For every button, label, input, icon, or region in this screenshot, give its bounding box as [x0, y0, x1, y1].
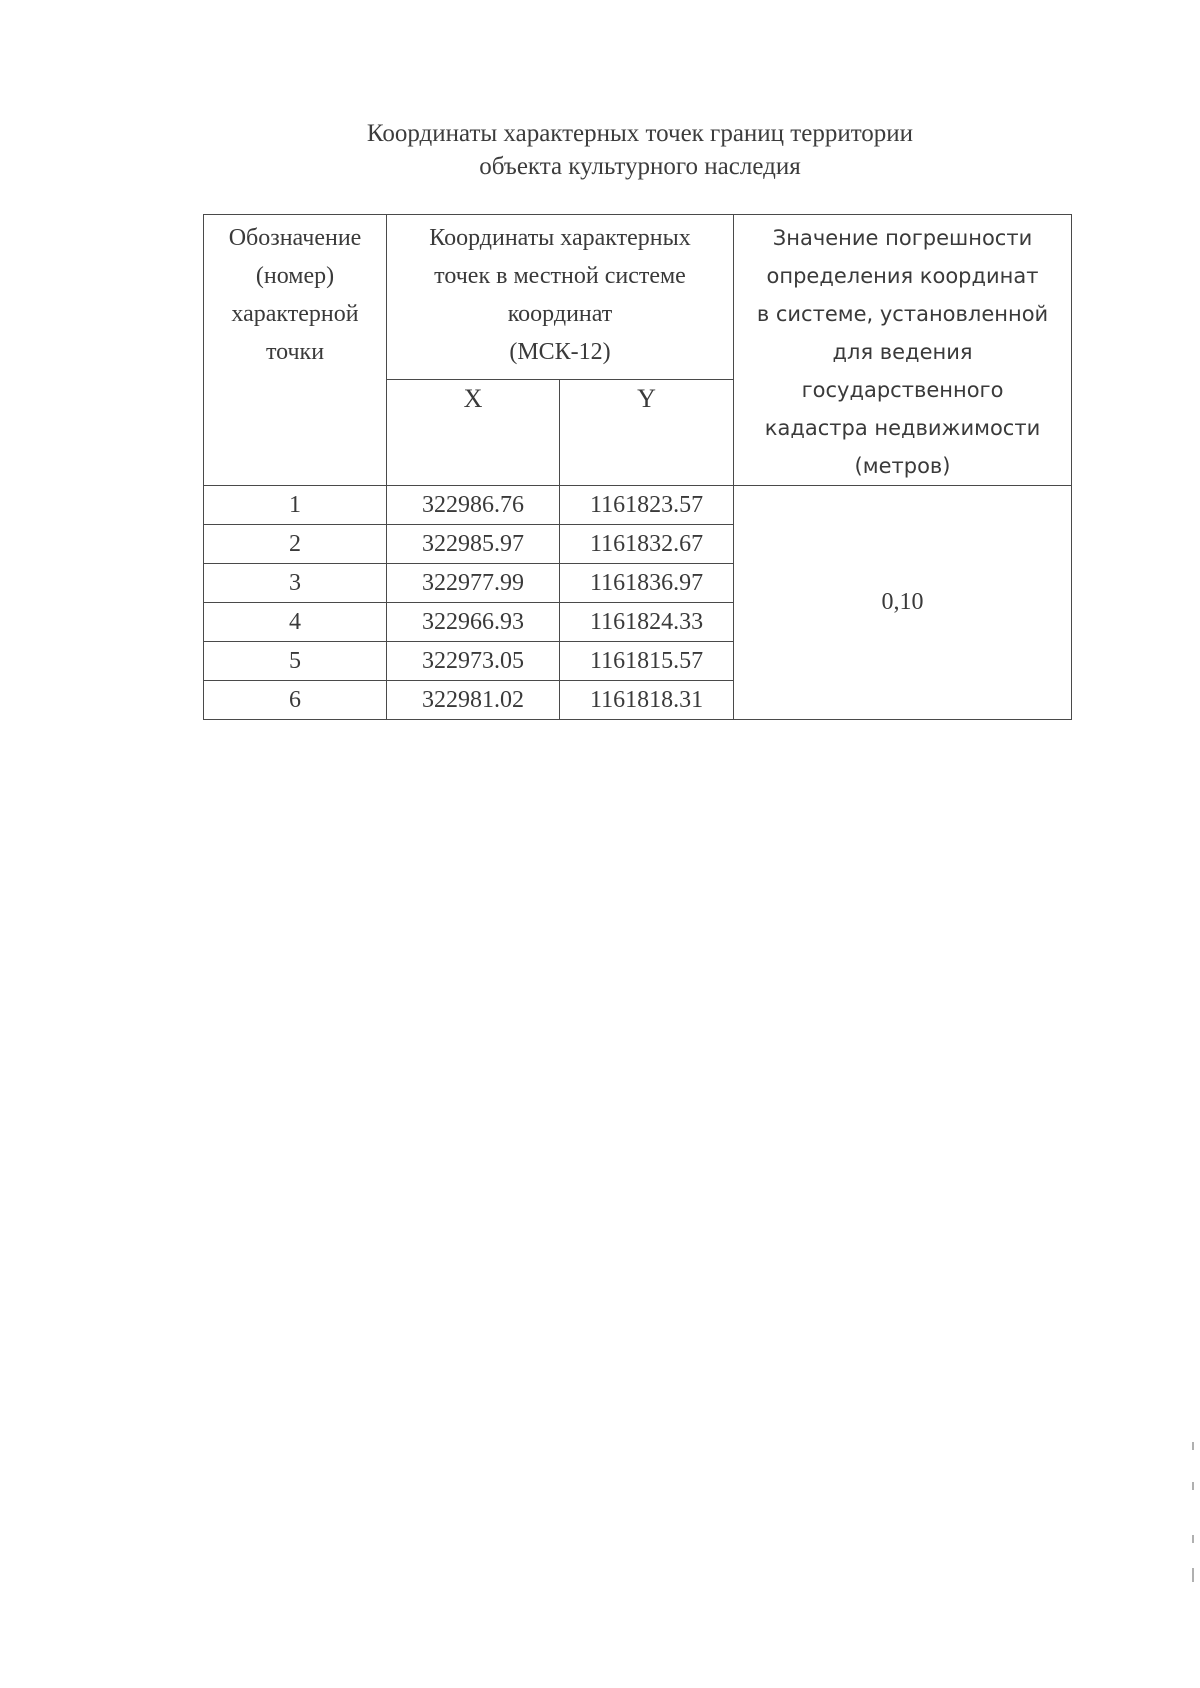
- x-coordinate-cell: 322981.02: [387, 681, 560, 720]
- point-number-cell: 4: [204, 603, 387, 642]
- y-coordinate-cell: 1161823.57: [560, 486, 734, 525]
- header-point-line: Обозначение: [228, 225, 362, 251]
- header-point-number: [204, 215, 387, 486]
- header-point-line: (номер): [255, 263, 335, 289]
- x-coordinate-cell: 322985.97: [387, 525, 560, 564]
- header-coords-line: точек в местной системе: [434, 263, 686, 289]
- header-y: Y: [560, 379, 734, 485]
- header-error-line: государственного: [801, 378, 1004, 402]
- point-number-cell: 1: [204, 486, 387, 525]
- title-line-2: объекта культурного наследия: [479, 153, 801, 180]
- header-error-value: [734, 215, 1072, 486]
- header-point-line: точки: [265, 339, 325, 365]
- header-error-line: (метров): [854, 454, 951, 478]
- x-coordinate-cell: 322966.93: [387, 603, 560, 642]
- title-line-1: Координаты характерных точек границ территории: [366, 120, 914, 147]
- document-title: [0, 117, 1200, 183]
- header-error-line: кадастра недвижимости: [764, 416, 1041, 440]
- coordinates-table: [203, 214, 1072, 720]
- error-value-cell: 0,10: [734, 486, 1072, 720]
- header-error-line: Значение погрешности: [772, 226, 1033, 250]
- scan-artifact: [1192, 1568, 1194, 1582]
- header-point-line: характерной: [231, 301, 359, 327]
- header-row-1: [204, 215, 1072, 380]
- point-number-cell: 5: [204, 642, 387, 681]
- y-coordinate-cell: 1161815.57: [560, 642, 734, 681]
- header-coords-line: (МСК-12): [509, 339, 611, 365]
- point-number-cell: 3: [204, 564, 387, 603]
- point-number-cell: 2: [204, 525, 387, 564]
- x-coordinate-cell: 322973.05: [387, 642, 560, 681]
- header-error-line: в системе, установленной: [756, 302, 1049, 326]
- x-coordinate-cell: 322986.76: [387, 486, 560, 525]
- scan-artifact: [1192, 1482, 1194, 1490]
- header-error-line: для ведения: [832, 340, 973, 364]
- header-error-line: определения координат: [766, 264, 1039, 288]
- header-coordinates: [387, 215, 734, 380]
- header-x: X: [387, 379, 560, 485]
- header-coords-line: Координаты характерных: [429, 225, 691, 251]
- point-number-cell: 6: [204, 681, 387, 720]
- scan-artifact: [1192, 1442, 1194, 1450]
- scan-artifact: [1192, 1535, 1194, 1543]
- y-coordinate-cell: 1161824.33: [560, 603, 734, 642]
- table-row: [204, 486, 1072, 525]
- x-coordinate-cell: 322977.99: [387, 564, 560, 603]
- header-coords-line: координат: [507, 301, 613, 327]
- y-coordinate-cell: 1161836.97: [560, 564, 734, 603]
- y-coordinate-cell: 1161832.67: [560, 525, 734, 564]
- y-coordinate-cell: 1161818.31: [560, 681, 734, 720]
